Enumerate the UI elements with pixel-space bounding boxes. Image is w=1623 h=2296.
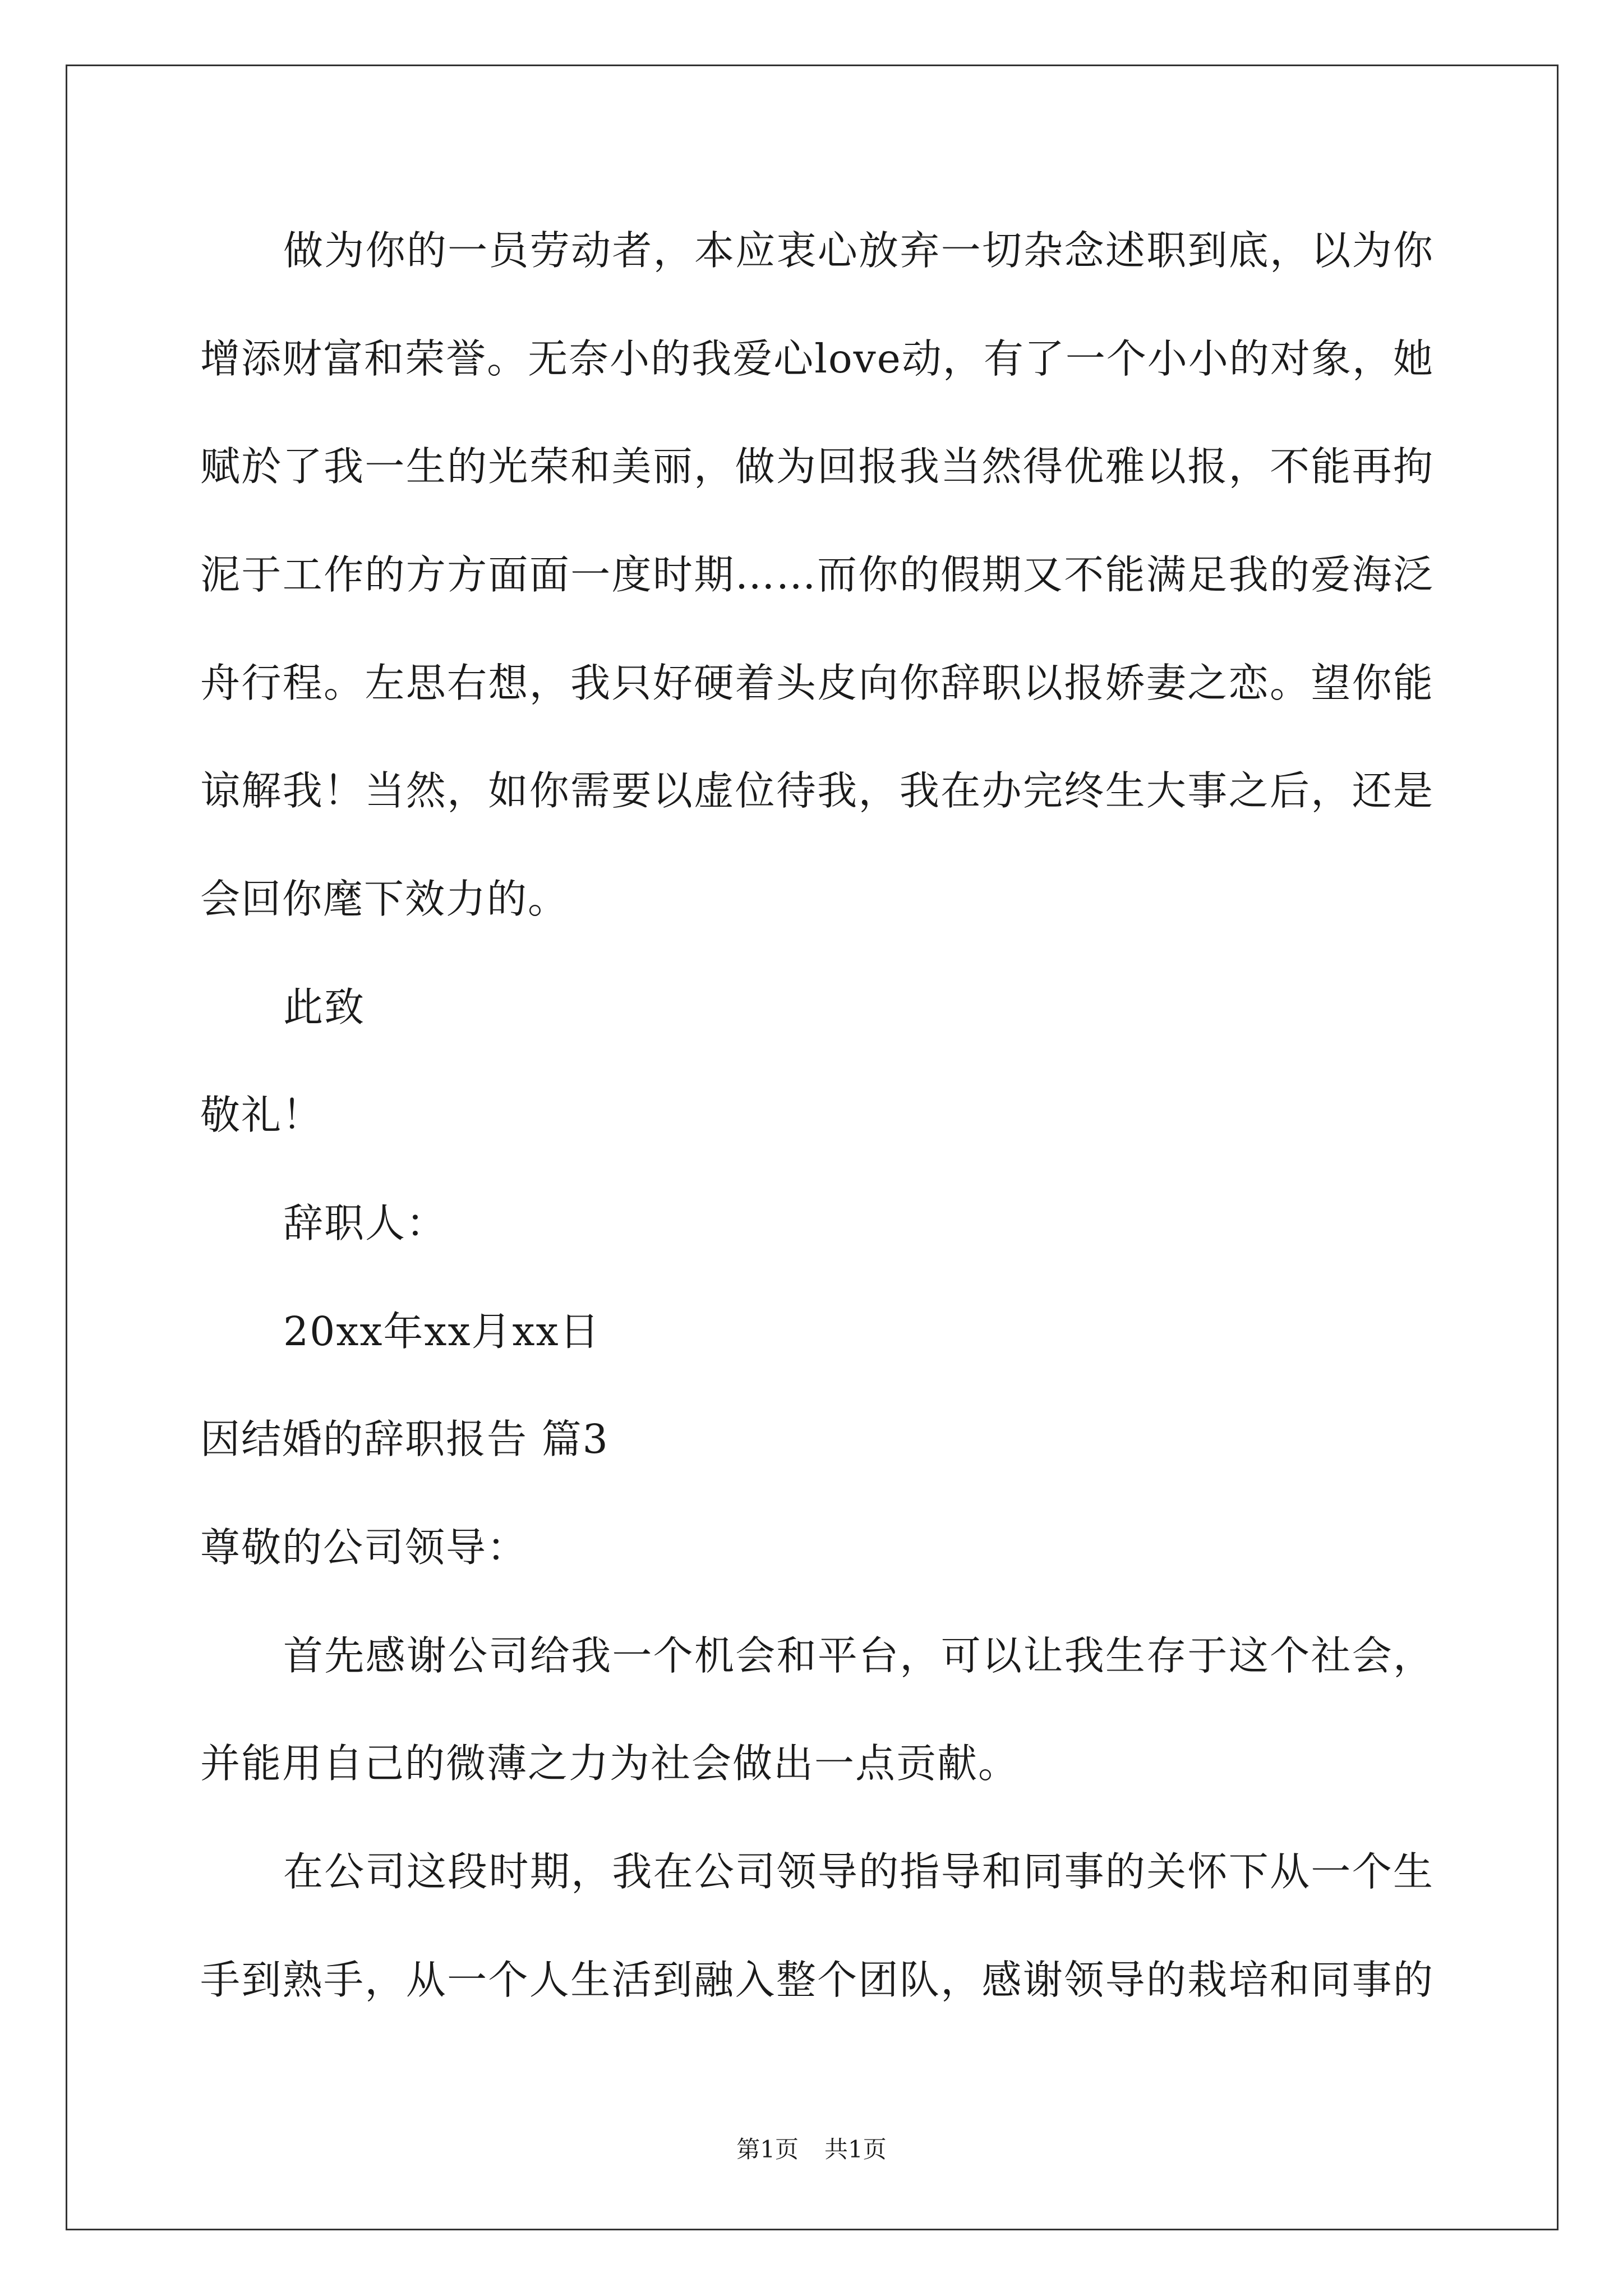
page-border: [66, 65, 1559, 2230]
paragraph-line: 会回你麾下效力的。: [200, 876, 569, 922]
paragraph-line: 舟行程。左思右想，我只好硬着头皮向你辞职以报娇妻之恋。望你能: [200, 660, 1434, 706]
paragraph-line: 首先感谢公司给我一个机会和平台，可以让我生存于这个社会，: [283, 1632, 1434, 1679]
paragraph-line: 增添财富和荣誉。无奈小的我爱心love动，有了一个小小的对象，她: [200, 335, 1434, 382]
page-total: 共1页: [824, 2136, 887, 2163]
paragraph-line: 谅解我！当然，如你需要以虚位待我，我在办完终生大事之后，还是: [200, 767, 1434, 814]
paragraph-line: 手到熟手，从一个人生活到融入整个团队，感谢领导的栽培和同事的: [200, 1957, 1434, 2003]
letter-salutation: 尊敬的公司领导：: [200, 1524, 528, 1571]
paragraph-line: 泥于工作的方方面面一度时期……而你的假期又不能满足我的爱海泛: [200, 551, 1434, 598]
signature-date: 20xx年xx月xx日: [283, 1308, 601, 1355]
paragraph-line: 在公司这段时期，我在公司领导的指导和同事的关怀下从一个生: [283, 1848, 1434, 1895]
paragraph-line: 并能用自己的微薄之力为社会做出一点贡献。: [200, 1740, 1020, 1787]
closing-respect: 敬礼！: [200, 1092, 324, 1138]
page-footer: [0, 2133, 1623, 2166]
signature-label: 辞职人：: [283, 1200, 448, 1246]
page-number: 第1页: [736, 2136, 799, 2163]
paragraph-line: 做为你的一员劳动者，本应衷心放弃一切杂念述职到底，以为你: [283, 227, 1434, 274]
paragraph-line: 赋於了我一生的光荣和美丽，做为回报我当然得优雅以报，不能再拘: [200, 443, 1434, 490]
section-heading: 因结婚的辞职报告 篇3: [200, 1416, 609, 1462]
closing-salutation: 此致: [283, 984, 366, 1030]
